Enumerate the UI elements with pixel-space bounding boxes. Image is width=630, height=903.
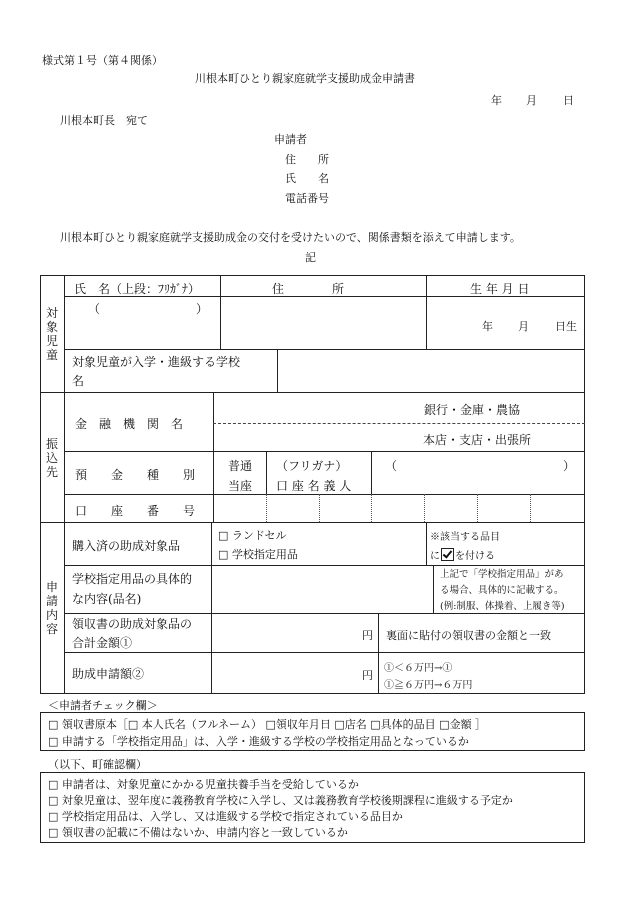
applicant-check-item: □ 申請する「学校指定用品」は、入学・進級する学校の学校指定用品となっているか bbox=[48, 735, 469, 748]
bank-branch-types: 本店・支店・出張所 bbox=[423, 433, 532, 447]
child-school-label: 対象児童が入学・進級する学校 bbox=[72, 355, 241, 369]
date-month: 月 bbox=[526, 94, 537, 107]
applicant-phone-label: 電話番号 bbox=[285, 192, 329, 205]
bank-option-current: 当座 bbox=[228, 479, 253, 493]
request-note-check: に を付ける bbox=[430, 547, 495, 562]
town-check-item: □ 申請者は、対象児童にかかる児童扶養手当を受給しているか bbox=[48, 778, 359, 791]
request-specific-label: 学校指定用品の具体的 bbox=[72, 572, 193, 586]
town-check-heading: （以下、町確認欄） bbox=[48, 758, 147, 771]
bank-deposit-type-label: 預 金 種 別 bbox=[75, 468, 196, 482]
child-furigana-open: （ bbox=[88, 302, 101, 316]
page-title: 川根本町ひとり親家庭就学支援助成金申請書 bbox=[195, 72, 415, 85]
section-label-request: 申 請 内 容 bbox=[45, 580, 58, 636]
child-birth-day: 日生 bbox=[555, 320, 577, 333]
child-school-label-cont: 名 bbox=[72, 374, 85, 388]
request-grant-rule-2: ①≧６万円→６万円 bbox=[384, 680, 473, 691]
request-total-yen: 円 bbox=[362, 629, 373, 642]
bank-holder-label: 口 座 名 義 人 bbox=[276, 479, 352, 493]
child-birth-year: 年 bbox=[482, 320, 493, 333]
request-option-randoseru: □ ランドセル bbox=[218, 529, 287, 542]
ki-heading: 記 bbox=[305, 251, 316, 264]
bank-institution-label: 金 融 機 関 名 bbox=[75, 417, 184, 431]
request-total-label: 領収書の助成対象品の bbox=[72, 617, 193, 631]
request-total-label-cont: 合計金額① bbox=[72, 636, 133, 650]
child-birth-month: 月 bbox=[518, 320, 529, 333]
bank-option-ordinary: 普通 bbox=[228, 459, 253, 473]
child-address-header: 住 所 bbox=[272, 282, 345, 296]
town-check-item: □ 学校指定用品は、入学し、又は進級する学校で指定されている品目か bbox=[48, 810, 403, 823]
form-number: 様式第１号（第４関係） bbox=[42, 54, 163, 67]
section-label-bank: 振 込 先 bbox=[45, 437, 58, 479]
addressee: 川根本町長 宛て bbox=[60, 114, 148, 127]
child-birth-header: 生 年 月 日 bbox=[470, 282, 530, 296]
request-purchased-label: 購入済の助成対象品 bbox=[72, 539, 181, 553]
request-grant-label: 助成申請額② bbox=[72, 667, 145, 681]
statement: 川根本町ひとり親家庭就学支援助成金の交付を受けたいので、関係書類を添えて申請します。 bbox=[60, 231, 521, 244]
request-specific-note-1: 上記で「学校指定用品」があ bbox=[440, 569, 564, 580]
date-year: 年 bbox=[491, 94, 502, 107]
request-specific-label-cont: な内容(品名) bbox=[72, 592, 142, 606]
applicant-address-label: 住 所 bbox=[285, 153, 329, 166]
applicant-name-label: 氏 名 bbox=[285, 172, 329, 185]
bank-account-number-label: 口 座 番 号 bbox=[75, 504, 196, 518]
child-furigana-close: ） bbox=[196, 302, 209, 316]
bank-furigana-label: （フリガナ） bbox=[276, 459, 348, 473]
town-check-item: □ 対象児童は、翌年度に義務教育学校に入学し、又は義務教育学校後期課程に進級する予定か bbox=[48, 794, 513, 807]
town-check-item: □ 領収書の記載に不備はないか、申請内容と一致しているか bbox=[48, 826, 348, 839]
request-grant-rule-1: ①＜６万円→① bbox=[384, 663, 453, 674]
request-total-note: 裏面に貼付の領収書の金額と一致 bbox=[386, 629, 551, 642]
request-specific-note-3: (例:制服、体操着、上履き等) bbox=[440, 601, 565, 612]
request-option-school-items: □ 学校指定用品 bbox=[218, 548, 298, 561]
applicant-check-heading: ＜申請者チェック欄＞ bbox=[48, 699, 158, 712]
applicant-check-item: □ 領収書原本［□ 本人氏名（フルネーム） □領収年月日 □店名 □具体的品目 □金額 ］ bbox=[48, 718, 487, 731]
request-specific-note-2: る場合、具体的に記載する。 bbox=[440, 585, 564, 596]
date-day: 日 bbox=[563, 94, 574, 107]
section-label-child: 対 象 児 童 bbox=[45, 306, 58, 362]
child-name-header: 氏 名（上段：ﾌﾘｶﾞﾅ） bbox=[74, 282, 201, 296]
bank-holder-paren-open: （ bbox=[385, 459, 398, 473]
bank-institution-types: 銀行・金庫・農協 bbox=[424, 403, 521, 417]
check-mark-icon bbox=[441, 548, 454, 561]
applicant-heading: 申請者 bbox=[274, 133, 307, 146]
request-grant-yen: 円 bbox=[362, 669, 373, 682]
request-note-applicable: ※該当する品目 bbox=[430, 532, 500, 543]
bank-holder-paren-close: ） bbox=[563, 459, 576, 473]
